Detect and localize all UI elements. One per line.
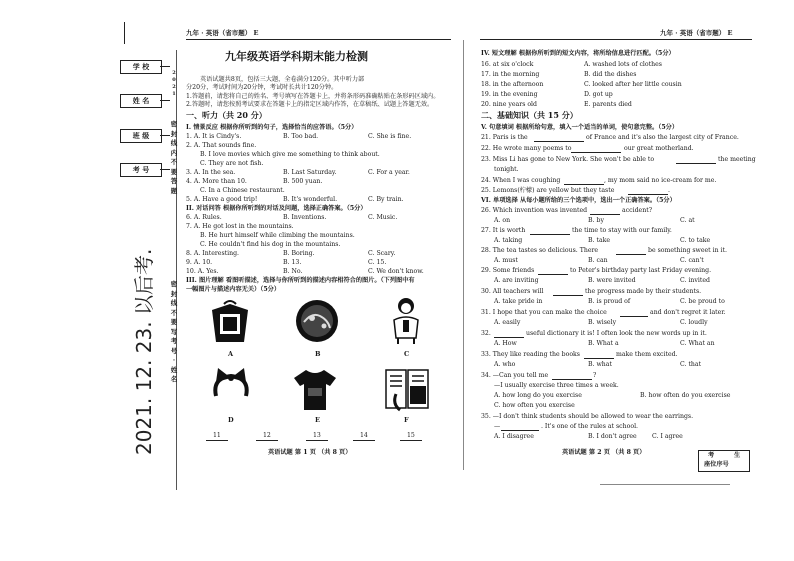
bottom-scan-line — [600, 484, 730, 485]
q7-b: B. He hurt himself while climbing the mountains. — [200, 232, 355, 239]
section-listening: 一、听力（共 20 分） — [186, 110, 267, 120]
q23-cont: tonight. — [494, 166, 519, 173]
picture-b-label: B — [315, 350, 321, 358]
q8-a: 8. A. Interesting. — [186, 250, 240, 257]
q34-stem: 34. —Can you tell me — [481, 372, 549, 379]
q35-end: . It's one of the rules at school. — [541, 423, 639, 430]
answer-13: 13 — [313, 432, 321, 439]
q4-a: 4. A. More than 10. — [186, 178, 247, 185]
q34-end: ? — [593, 372, 597, 379]
q29-stem: 29. Some friends — [481, 267, 535, 274]
intro-line-3: 1.答题前，请您将自己的姓名、考号填写在答题卡上，并将条形码准确粘贴在条形码区域内。 — [186, 93, 440, 100]
answer-11: 11 — [213, 432, 221, 439]
q24-start: 24. When I was coughing — [481, 177, 561, 184]
q35-stem: 35. —I don't think students should be allowed to wear the earrings. — [481, 413, 694, 420]
match-20-right: E. parents died — [584, 101, 632, 108]
q27-blank — [530, 234, 570, 235]
match-17-left: 17. in the morning — [481, 71, 540, 78]
q28-c: C. can't — [680, 257, 704, 264]
page-1-footer: 英语试题 第 1 页 （共 8 页） — [268, 449, 352, 456]
q31-stem: 31. I hope that you can make the choice — [481, 309, 607, 316]
q31-a: A. easily — [494, 319, 521, 326]
q31-c: C. loudly — [680, 319, 708, 326]
q26-blank — [590, 214, 620, 215]
q30-a: A. take pride in — [494, 298, 543, 305]
q26-stem: 26. Which invention was invented — [481, 207, 588, 214]
q21-end: of France and it's also the largest city of France. — [586, 134, 739, 141]
q33-a: A. who — [494, 361, 516, 368]
page-divider — [463, 40, 464, 470]
part-III-heading-cont: 一幅图片与描述内容无关）（5分） — [186, 286, 281, 293]
picture-d-icon — [208, 366, 254, 412]
q1-b: B. Too bad. — [283, 133, 319, 140]
answer-15: 15 — [407, 432, 415, 439]
q6-c: C. Music. — [368, 214, 398, 221]
left-edge-line — [124, 22, 125, 44]
class-label: 班 级 — [120, 129, 162, 143]
q28-stem: 28. The tea tastes so delicious. There — [481, 247, 599, 254]
header-rule-right — [480, 39, 752, 40]
match-20-left: 20. nine years old — [481, 101, 537, 108]
q24-blank — [564, 184, 604, 185]
q35-b: B. I don't agree — [588, 433, 637, 440]
q7-c: C. He couldn't find his dog in the mountains. — [200, 241, 341, 248]
q4-c: C. In a Chinese restaurant. — [200, 187, 285, 194]
q23-start: 23. Miss Li has gone to New York. She won't be able to — [481, 156, 655, 163]
q33-stem: 33. They like reading the books — [481, 351, 580, 358]
part-III-heading: III. 图片理解 看图听描述，选择与你所听到的描述内容相符合的图片。（下列图中有 — [186, 277, 415, 284]
q8-c: C. Scary. — [368, 250, 396, 257]
picture-e-icon — [290, 368, 340, 412]
q24-end: , my mom said no ice-cream for me. — [604, 177, 717, 184]
q25-start: 25. Lemons(柠檬) are yellow but they taste — [481, 187, 615, 194]
binding-line — [176, 50, 177, 490]
q29-a: A. are inviting — [494, 277, 539, 284]
part-VI-heading: VI. 单项选择 从每小题所给的三个选项中，选出一个正确答案。（5分） — [481, 197, 676, 204]
q29-b: B. were invited — [588, 277, 636, 284]
q10-b: B. No. — [283, 268, 303, 275]
q8-b: B. Boring. — [283, 250, 315, 257]
q32-num: 32. — [481, 330, 491, 337]
match-17-right: B. did the dishes — [584, 71, 637, 78]
q29-c: C. invited — [680, 277, 710, 284]
q22-start: 22. He wrote many poems to — [481, 145, 572, 152]
q29-end: to Peter's birthday party last Friday evening. — [570, 267, 712, 274]
q10-a: 10. A. Yes. — [186, 268, 219, 275]
header-rule-left — [186, 39, 451, 40]
binding-warning-lower: 密 封 线 不 要 写 考 号 · 姓 名 — [170, 280, 178, 383]
match-16-left: 16. at six o'clock — [481, 61, 534, 68]
q33-b: B. what — [588, 361, 612, 368]
q26-b: B. by — [588, 217, 604, 224]
q33-blank — [584, 358, 614, 359]
q2-b: B. I love movies which give me something to think about. — [200, 151, 380, 158]
picture-c-label: C — [404, 350, 410, 358]
q26-a: A. on — [494, 217, 511, 224]
q6-b: B. Inventions. — [283, 214, 327, 221]
q35-a: A. I disagree — [494, 433, 534, 440]
q27-c: C. to take — [680, 237, 711, 244]
match-18-right: C. looked after her little cousin — [584, 81, 682, 88]
answer-14: 14 — [360, 432, 368, 439]
q2-a: 2. A. That sounds fine. — [186, 142, 257, 149]
header-left: 九年 · 英语（省市题） E — [186, 29, 259, 37]
picture-b-icon — [294, 298, 340, 344]
q35-c: C. I agree — [652, 433, 683, 440]
q31-blank — [620, 316, 648, 317]
q26-end: accident? — [622, 207, 653, 214]
q33-c: C. that — [680, 361, 702, 368]
part-V-heading: V. 句意填词 根据所给句意，填入一个适当的单词，使句意完整。（5分） — [481, 124, 679, 131]
q28-end: be something sweet in it. — [648, 247, 727, 254]
q3-b: B. Last Saturday. — [283, 169, 337, 176]
q25-end: . — [668, 187, 670, 194]
picture-f-icon — [382, 364, 432, 414]
seat-label-1: 考 — [708, 452, 715, 459]
q29-blank — [538, 274, 568, 275]
exam-number-label: 考 号 — [120, 163, 162, 177]
q21-start: 21. Paris is the — [481, 134, 528, 141]
q6-a: 6. A. Rules. — [186, 214, 222, 221]
q34-a: A. how long do you exercise — [494, 392, 582, 399]
q30-end: the progress made by their students. — [585, 288, 702, 295]
q27-end: the time to stay with our family. — [572, 227, 672, 234]
q4-b: B. 500 yuan. — [283, 178, 323, 185]
part-IV-heading: IV. 短文理解 根据你所听到的短文内容，将所给信息进行匹配。（5分） — [481, 50, 675, 57]
q5-b: B. It's wonderful. — [283, 196, 338, 203]
match-19-right: D. got up — [584, 91, 613, 98]
q33-end: make them excited. — [616, 351, 678, 358]
q9-b: B. 13. — [283, 259, 302, 266]
q32-b: B. What a — [588, 340, 619, 347]
class-line — [160, 135, 170, 136]
q32-c: C. What an — [680, 340, 715, 347]
intro-line-4: 2.答题时，请您按照考试要求在答题卡上的指定区域内作答，在草稿纸、试题上答题无效。 — [186, 101, 434, 108]
q9-a: 9. A. 10. — [186, 259, 213, 266]
q34-c: C. how often you exercise — [494, 402, 575, 409]
q27-stem: 27. It is worth — [481, 227, 526, 234]
match-19-left: 19. in the evening — [481, 91, 538, 98]
year-vertical: 2 0 2 1 — [172, 70, 176, 97]
q30-b: B. is proud of — [588, 298, 631, 305]
answer-14-line — [353, 440, 375, 441]
q5-c: C. By train. — [368, 196, 404, 203]
answer-12-line — [256, 440, 278, 441]
q28-blank — [616, 254, 646, 255]
q1-a: 1. A. It is Cindy's. — [186, 133, 242, 140]
section-basics: 二、基础知识（共 15 分） — [481, 110, 578, 120]
school-label: 学 校 — [120, 60, 162, 74]
q27-b: B. take — [588, 237, 611, 244]
picture-e-label: E — [315, 416, 320, 424]
page-2-footer: 英语试题 第 2 页 （共 8 页） — [562, 449, 646, 456]
answer-12: 12 — [263, 432, 271, 439]
q31-end: and don't regret it later. — [650, 309, 726, 316]
q3-c: C. For a year. — [368, 169, 410, 176]
q23-end: the meeting — [718, 156, 756, 163]
q35-blank — [501, 430, 539, 431]
match-16-right: A. washed lots of clothes — [584, 61, 662, 68]
q21-blank — [534, 141, 584, 142]
page-title: 九年级英语学科期末能力检测 — [225, 50, 368, 63]
picture-c-icon — [386, 296, 426, 346]
intro-line-2: 分20分，考试时间为20分钟，考试时长共计120分钟。 — [186, 84, 338, 91]
q32-a: A. How — [494, 340, 517, 347]
intro-line-1: 英语试题共8页，包括三大题，全卷满分120分。其中听力部 — [200, 76, 365, 83]
school-line — [160, 66, 170, 67]
header-right: 九年 · 英语（省市题） E — [660, 29, 733, 37]
picture-d-label: D — [228, 416, 234, 424]
name-line — [160, 100, 170, 101]
part-II-heading: II. 对话问答 根据你所听到的对话及问题，选择正确答案。（5分） — [186, 205, 367, 212]
q34-b: B. how often do you exercise — [640, 392, 731, 399]
answer-13-line — [306, 440, 328, 441]
q35-dash: — — [494, 423, 501, 430]
picture-a-icon — [208, 298, 253, 346]
binding-warning: 密 封 线 内 不 要 答 题 — [170, 120, 178, 195]
q34-blank — [552, 379, 592, 380]
q25-blank — [628, 194, 668, 195]
answer-15-line — [400, 440, 422, 441]
part-I-heading: I. 情景反应 根据你所听到的句子，选择恰当的应答语。（5分） — [186, 124, 358, 131]
q10-c: C. We don't know. — [368, 268, 424, 275]
q5-a: 5. A. Have a good trip! — [186, 196, 258, 203]
seat-label-3: 座位序号 — [704, 461, 729, 468]
q23-blank — [676, 163, 716, 164]
answer-11-line — [206, 440, 228, 441]
name-label: 姓 名 — [120, 94, 162, 108]
q9-c: C. 15. — [368, 259, 387, 266]
q34-reply: —I usually exercise three times a week. — [494, 382, 619, 389]
q3-a: 3. A. In the sea. — [186, 169, 236, 176]
q32-blank — [494, 337, 524, 338]
match-18-left: 18. in the afternoon — [481, 81, 544, 88]
q32-stem: useful dictionary it is! I often look the new words up in it. — [526, 330, 707, 337]
handwritten-date: 2021. 12. 23. 以后考. — [132, 248, 156, 455]
q1-c: C. She is fine. — [368, 133, 412, 140]
seat-label-2: 生 — [734, 452, 741, 459]
picture-a-label: A — [228, 350, 234, 358]
q22-blank — [571, 152, 621, 153]
q22-end: our great motherland. — [624, 145, 694, 152]
q31-b: B. wisely — [588, 319, 617, 326]
q28-a: A. must — [494, 257, 518, 264]
exam-number-line — [160, 169, 170, 170]
q26-c: C. at — [680, 217, 695, 224]
q7-a: 7. A. He got lost in the mountains. — [186, 223, 294, 230]
q30-c: C. be proud to — [680, 298, 725, 305]
q28-b: B. can — [588, 257, 608, 264]
q2-c: C. They are not fish. — [200, 160, 264, 167]
q30-blank — [553, 295, 583, 296]
q27-a: A. taking — [494, 237, 523, 244]
q30-stem: 30. All teachers will — [481, 288, 544, 295]
picture-f-label: F — [404, 416, 409, 424]
